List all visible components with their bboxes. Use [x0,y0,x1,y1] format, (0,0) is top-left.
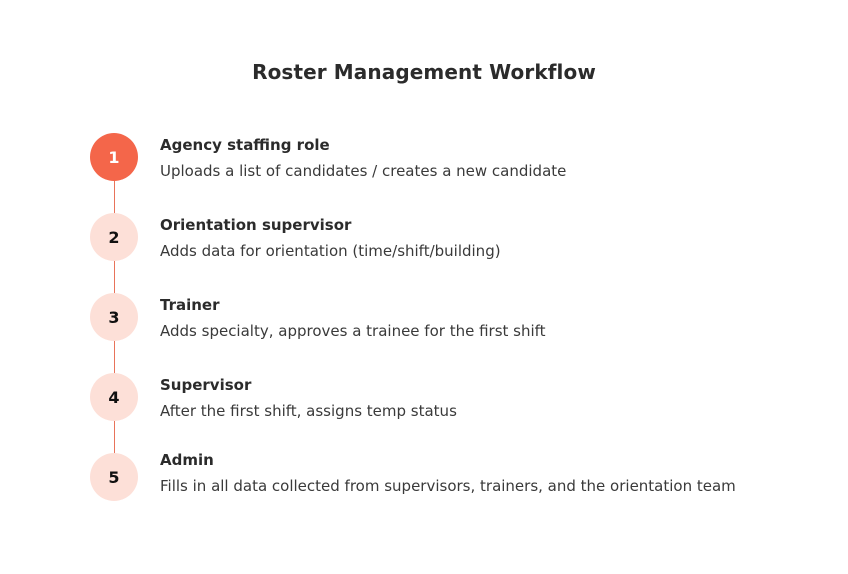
step-text [160,450,820,496]
step-number-badge: 4 [90,373,138,421]
step-number-badge: 2 [90,213,138,261]
step-text [160,375,820,421]
step-description: Adds data for orientation (time/shift/building) [160,242,501,260]
step-description: Uploads a list of candidates / creates a new candidate [160,162,567,180]
step-number-badge: 1 [90,133,138,181]
workflow-step-3 [0,293,848,341]
step-title: Agency staffing role [160,136,330,154]
step-text [160,135,820,181]
workflow-step-5 [0,453,848,501]
step-text [160,295,820,341]
page-title: Roster Management Workflow [252,60,596,84]
workflow-step-4 [0,373,848,421]
step-description: Fills in all data collected from supervisors, trainers, and the orientation team [160,477,736,495]
step-number-badge: 3 [90,293,138,341]
step-title: Orientation supervisor [160,216,352,234]
workflow-step-1 [0,133,848,181]
step-title: Trainer [160,296,220,314]
workflow-step-2 [0,213,848,261]
step-description: After the first shift, assigns temp status [160,402,457,420]
step-text [160,215,820,261]
step-title: Supervisor [160,376,252,394]
step-number-badge: 5 [90,453,138,501]
step-description: Adds specialty, approves a trainee for the first shift [160,322,546,340]
step-title: Admin [160,451,214,469]
